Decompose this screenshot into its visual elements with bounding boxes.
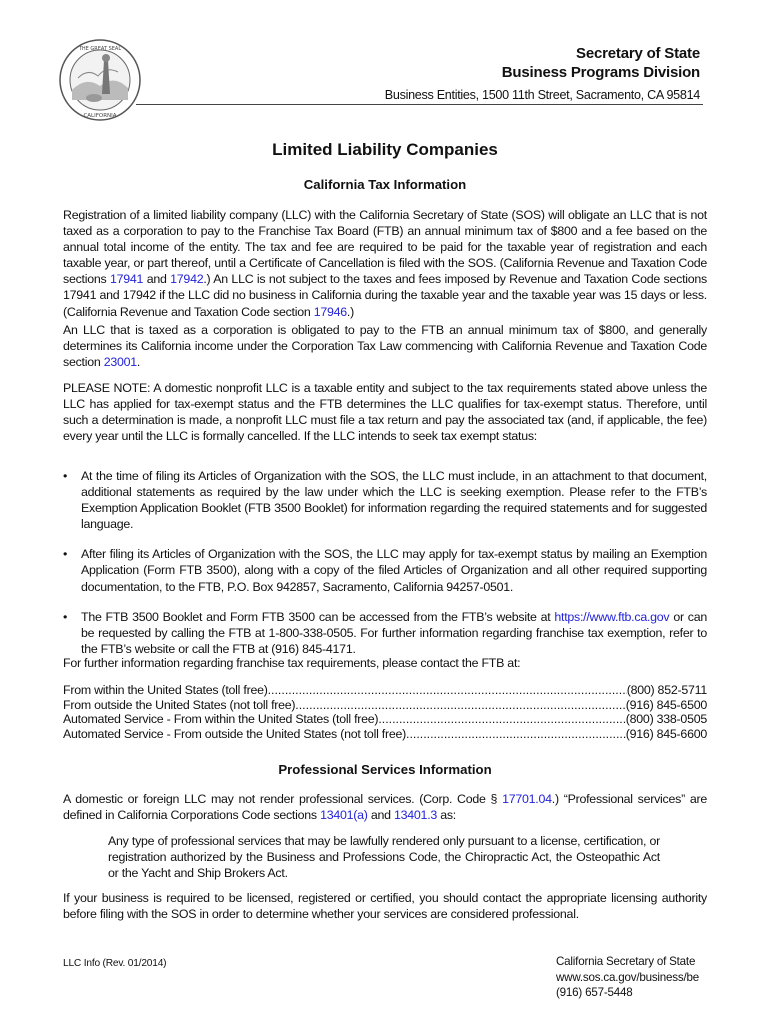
professional-paragraph-2: [63, 890, 707, 922]
leader-dots: [268, 683, 627, 698]
text-span: .) “Professional services” are defined in California Corporations Code sections: [63, 792, 707, 823]
page-title: Limited Liability Companies: [272, 140, 498, 159]
state-seal-icon: [58, 38, 142, 122]
link-corp-code-13401a[interactable]: 13401(a): [320, 808, 368, 823]
contact-intro-text: For further information regarding franchise tax requirements, please contact the FTB at:: [63, 656, 521, 670]
nonprofit-note-text: PLEASE NOTE: A domestic nonprofit LLC is a taxable entity and subject to the tax requirements stated above unless the LLC has applied for tax-exempt status and the FTB determines the LLC qualifies for tax-exempt status. Therefore, until such a determination is made, a nonprofit LLC must file a tax return and pay the associated tax (and, if applicable, the fee) every year until the LLC is formally cancelled. If the LLC intends to seek tax exempt status:: [63, 381, 707, 444]
tax-paragraph-1: [63, 207, 707, 320]
link-section-17942[interactable]: 17942: [170, 272, 204, 287]
agency-name: Secretary of State: [576, 45, 700, 62]
footer-phone: (916) 657-5448: [556, 986, 633, 999]
footer-website: www.sos.ca.gov/business/be: [556, 970, 700, 984]
bullet-icon: •: [63, 609, 68, 624]
contact-label: Automated Service - From outside the United States (not toll free): [63, 726, 406, 741]
contact-phone: (800) 338-0505: [625, 712, 707, 726]
svg-text:CALIFORNIA: CALIFORNIA: [83, 113, 117, 119]
contact-row: [63, 712, 707, 727]
leader-dots: [295, 698, 625, 713]
text-span: .: [136, 355, 141, 370]
tax-section-heading: California Tax Information: [303, 177, 467, 192]
exemption-steps-list: [63, 468, 707, 671]
link-corp-code-17701-04[interactable]: 17701.04: [502, 792, 552, 806]
link-section-17946[interactable]: 17946: [313, 304, 347, 319]
contact-row: [63, 683, 707, 698]
professional-services-definition: Any type of professional services that may be lawfully rendered only pursuant to a license, certification, or registration authorized by the Business and Professions Code, the Chiropractic Act, the Osteopathic Act or the Yacht and Ship Brokers Act.: [108, 834, 660, 881]
bullet-icon: •: [63, 547, 68, 562]
contact-intro: [63, 655, 707, 671]
text-span: as:: [437, 808, 457, 823]
contact-label: From outside the United States (not toll free): [63, 697, 296, 712]
list-item: [63, 546, 707, 594]
contact-label: From within the United States (toll free): [63, 683, 268, 697]
text-span: .) An LLC is not subject to the taxes and fees imposed by Revenue and Taxation Code sections 17941 and 17942 if the LLC did no business in California during the taxable year and the taxable year was 15 days or less. (California Revenue and Taxation Code section: [63, 272, 707, 319]
contact-row: [63, 698, 707, 713]
link-ftb-website[interactable]: https://www.ftb.ca.gov: [554, 609, 670, 624]
professional-paragraph-2-text: If your business is required to be licensed, registered or certified, you should contact the appropriate licensing authority before filing with the SOS in order to determine whether your services are considered professional.: [63, 891, 707, 922]
leader-dots: [378, 712, 625, 727]
form-revision: LLC Info (Rev. 01/2014): [63, 958, 167, 969]
text-span: Registration of a limited liability company (LLC) with the California Secretary of State (SOS) will obligate an LLC that is not taxed as a corporation to pay to the Franchise Tax Board (FTB) an annual minimum tax of $800 and a fee based on the annual total income of the entity. The tax and fee are required to be paid for the taxable year of registration and each taxable year, or part thereof, until a Certificate of Cancellation is filed with the SOS. (California Revenue and Taxation Code sections: [63, 208, 707, 287]
svg-text:THE GREAT SEAL: THE GREAT SEAL: [78, 46, 122, 52]
footer-contact: [556, 954, 699, 1001]
letterhead: [385, 44, 700, 104]
list-item-text: The FTB 3500 Booklet and Form FTB 3500 can be accessed from the FTB’s website at: [81, 609, 555, 624]
tax-paragraph-2: [63, 322, 707, 370]
list-item-text: At the time of filing its Articles of Organization with the SOS, the LLC must include, in an attachment to that document, additional statements as required by the law under which the LLC is seeking exemption. Please refer to the FTB’s Exemption Application Booklet (FTB 3500 Booklet) for information regarding the required statements and for suggested language.: [81, 469, 707, 532]
list-item-text: After filing its Articles of Organization with the SOS, the LLC may apply for tax-exempt status by mailing an Exemption Application (Form FTB 3500), along with a copy of the filed Articles of Organization and all other required supporting documentation, to the FTB, P.O. Box 942857, Sacramento, California 94257-0501.: [81, 547, 707, 594]
list-item-text: or can be requested by calling the FTB at 1-800-338-0505. For further information regarding franchise tax exemption, refer to the FTB’s website or call the FTB at (916) 845-4171.: [81, 609, 707, 656]
ftb-contact-list: [63, 683, 707, 741]
professional-section-heading: Professional Services Information: [278, 762, 492, 777]
professional-paragraph-1: [63, 791, 707, 823]
contact-phone: (800) 852-5711: [626, 683, 707, 697]
text-span: A domestic or foreign LLC may not render professional services. (Corp. Code §: [63, 792, 503, 806]
leader-dots: [406, 727, 626, 742]
division-name: Business Programs Division: [501, 64, 700, 81]
header-divider: [136, 104, 703, 105]
agency-address: Business Entities, 1500 11th Street, Sacramento, CA 95814: [384, 88, 700, 102]
contact-phone: (916) 845-6600: [625, 726, 707, 741]
footer-org: California Secretary of State: [556, 955, 696, 968]
text-span: and: [143, 272, 171, 287]
contact-label: Automated Service - From within the United States (toll free): [63, 712, 379, 726]
text-span: and: [367, 808, 394, 823]
link-corp-code-13401-3[interactable]: 13401.3: [393, 808, 438, 823]
contact-phone: (916) 845-6500: [625, 697, 707, 712]
bullet-icon: •: [63, 469, 68, 483]
link-section-17941[interactable]: 17941: [109, 272, 144, 287]
contact-row: [63, 727, 707, 742]
link-section-23001[interactable]: 23001: [103, 355, 137, 370]
nonprofit-note: [63, 380, 707, 444]
list-item: [63, 609, 707, 657]
list-item: [63, 468, 707, 532]
text-span: An LLC that is taxed as a corporation is obligated to pay to the FTB an annual minimum tax of $800, and generally determines its California income under the Corporation Tax Law commencing with California Revenue and Taxation Code section: [63, 323, 707, 370]
text-span: .): [346, 304, 354, 319]
